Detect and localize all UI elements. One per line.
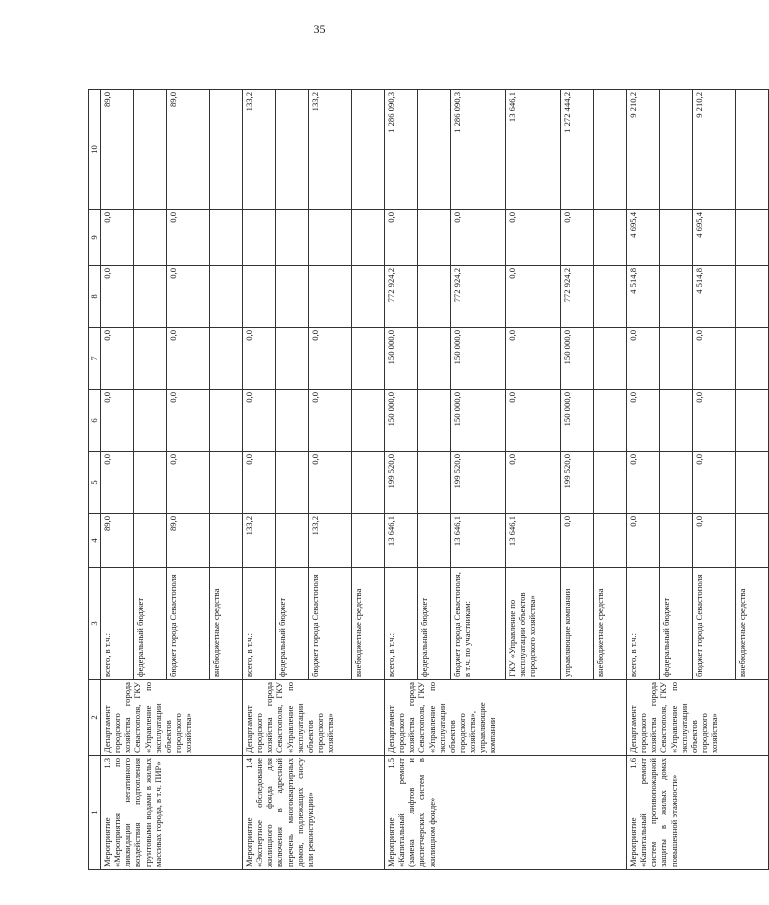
amount-cell xyxy=(134,514,167,568)
amount-cell xyxy=(134,452,167,514)
amount-cell xyxy=(210,90,243,210)
amount-cell: 13 646,1 xyxy=(506,514,561,568)
measure-name-cell: Мероприятие 1.5 «Капитальный ремонт (замена лифтов и диспетчерских систем в жилищном фонде» xyxy=(385,756,627,870)
amount-cell xyxy=(594,210,627,266)
amount-cell xyxy=(352,90,385,210)
amount-cell: 0,0 xyxy=(243,328,276,390)
amount-cell xyxy=(309,266,352,328)
amount-cell: 0,0 xyxy=(309,328,352,390)
amount-cell: 0,0 xyxy=(506,266,561,328)
amount-cell xyxy=(352,390,385,452)
amount-cell: 0,0 xyxy=(101,266,134,328)
amount-cell xyxy=(594,328,627,390)
amount-cell: 0,0 xyxy=(627,514,660,568)
amount-cell xyxy=(660,266,693,328)
amount-cell: 772 924,2 xyxy=(385,266,418,328)
amount-cell xyxy=(352,210,385,266)
amount-cell xyxy=(660,328,693,390)
amount-cell: 0,0 xyxy=(561,210,594,266)
funding-source-cell: федеральный бюджет xyxy=(418,568,451,680)
amount-cell xyxy=(418,514,451,568)
amount-cell: 0,0 xyxy=(693,514,736,568)
amount-cell: 0,0 xyxy=(167,266,210,328)
amount-cell xyxy=(243,210,276,266)
column-number-cell: 9 xyxy=(89,210,101,266)
amount-cell xyxy=(594,514,627,568)
amount-cell: 133,2 xyxy=(309,90,352,210)
amount-cell xyxy=(594,452,627,514)
amount-cell: 89,0 xyxy=(101,90,134,210)
amount-cell: 199 520,0 xyxy=(385,452,418,514)
amount-cell xyxy=(736,210,769,266)
funding-source-cell: бюджет города Севастополя xyxy=(309,568,352,680)
amount-cell: 4 514,8 xyxy=(693,266,736,328)
amount-cell xyxy=(660,514,693,568)
amount-cell xyxy=(276,328,309,390)
amount-cell: 0,0 xyxy=(101,452,134,514)
funding-source-cell: федеральный бюджет xyxy=(134,568,167,680)
funding-source-cell: бюджет города Севастополя, в т.ч. по участникам: xyxy=(451,568,506,680)
table-row xyxy=(385,90,418,870)
column-number-cell: 7 xyxy=(89,328,101,390)
amount-cell: 0,0 xyxy=(627,390,660,452)
measure-name-cell: Мероприятие 1.4 «Экспертное обследование жилищного фонда для включения в адресный перечень многоквартирных домов, подлежащих сносу или реконструкции» xyxy=(243,756,385,870)
amount-cell xyxy=(660,90,693,210)
amount-cell: 1 286 090,3 xyxy=(451,90,506,210)
amount-cell: 0,0 xyxy=(506,210,561,266)
table-row xyxy=(243,90,276,870)
amount-cell: 4 514,8 xyxy=(627,266,660,328)
rotated-table-container xyxy=(88,90,747,870)
column-number-cell: 8 xyxy=(89,266,101,328)
budget-table xyxy=(88,89,769,870)
table-body xyxy=(89,90,769,870)
amount-cell xyxy=(352,266,385,328)
amount-cell xyxy=(276,266,309,328)
amount-cell: 0,0 xyxy=(101,390,134,452)
amount-cell: 0,0 xyxy=(561,514,594,568)
amount-cell: 9 210,2 xyxy=(693,90,736,210)
amount-cell: 150 000,0 xyxy=(451,390,506,452)
amount-cell xyxy=(210,328,243,390)
amount-cell: 0,0 xyxy=(693,452,736,514)
amount-cell: 150 000,0 xyxy=(451,328,506,390)
amount-cell: 0,0 xyxy=(627,452,660,514)
amount-cell xyxy=(309,210,352,266)
executor-cell: Департамент городского хозяйства города Севастополя, ГКУ «Управление по эксплуатации объектов городского хозяйства» xyxy=(101,680,243,756)
funding-source-cell: федеральный бюджет xyxy=(276,568,309,680)
amount-cell xyxy=(352,514,385,568)
amount-cell: 13 646,1 xyxy=(385,514,418,568)
funding-source-cell: всего, в т.ч.: xyxy=(627,568,660,680)
amount-cell xyxy=(594,90,627,210)
funding-source-cell: внебюджетные средства xyxy=(352,568,385,680)
amount-cell: 0,0 xyxy=(385,210,418,266)
column-number-cell: 6 xyxy=(89,390,101,452)
funding-source-cell: всего, в т.ч.: xyxy=(101,568,134,680)
amount-cell xyxy=(243,266,276,328)
amount-cell xyxy=(276,452,309,514)
amount-cell: 13 646,1 xyxy=(506,90,561,210)
column-number-cell: 3 xyxy=(89,568,101,680)
amount-cell xyxy=(210,210,243,266)
amount-cell xyxy=(594,390,627,452)
amount-cell xyxy=(418,90,451,210)
funding-source-cell: бюджет города Севастополя xyxy=(693,568,736,680)
amount-cell: 133,2 xyxy=(243,90,276,210)
amount-cell: 0,0 xyxy=(627,328,660,390)
amount-cell: 150 000,0 xyxy=(561,390,594,452)
amount-cell xyxy=(418,452,451,514)
amount-cell: 0,0 xyxy=(309,390,352,452)
amount-cell xyxy=(736,390,769,452)
amount-cell: 0,0 xyxy=(693,390,736,452)
executor-cell: Департамент городского хозяйства города Севастополя, ГКУ «Управление по эксплуатации объектов городского хозяйства», управляющие компании xyxy=(385,680,627,756)
column-number-cell: 10 xyxy=(89,90,101,210)
amount-cell: 133,2 xyxy=(243,514,276,568)
amount-cell: 0,0 xyxy=(506,328,561,390)
amount-cell: 150 000,0 xyxy=(385,328,418,390)
funding-source-cell: внебюджетные средства xyxy=(594,568,627,680)
amount-cell xyxy=(134,266,167,328)
funding-source-cell: всего, в т.ч.: xyxy=(243,568,276,680)
amount-cell xyxy=(276,210,309,266)
amount-cell xyxy=(736,90,769,210)
amount-cell xyxy=(418,328,451,390)
amount-cell xyxy=(418,266,451,328)
amount-cell xyxy=(276,390,309,452)
amount-cell xyxy=(210,514,243,568)
measure-name-cell: Мероприятие 1.3 «Мероприятия по ликвидации негативного воздействия подтопления грунтовыми водами в жилых массивах города, в т.ч. ПИР» xyxy=(101,756,243,870)
table-row xyxy=(101,90,134,870)
amount-cell: 0,0 xyxy=(101,328,134,390)
funding-source-cell: внебюджетные средства xyxy=(736,568,769,680)
amount-cell: 0,0 xyxy=(451,210,506,266)
amount-cell xyxy=(418,390,451,452)
amount-cell xyxy=(352,452,385,514)
page-number: 35 xyxy=(313,22,326,36)
funding-source-cell: всего, в т.ч.: xyxy=(385,568,418,680)
column-number-row xyxy=(89,90,101,870)
funding-source-cell: внебюджетные средства xyxy=(210,568,243,680)
funding-source-cell: управляющие компании xyxy=(561,568,594,680)
amount-cell: 199 520,0 xyxy=(451,452,506,514)
column-number-cell: 4 xyxy=(89,514,101,568)
amount-cell: 9 210,2 xyxy=(627,90,660,210)
amount-cell: 0,0 xyxy=(506,452,561,514)
amount-cell xyxy=(736,514,769,568)
amount-cell xyxy=(134,328,167,390)
amount-cell: 772 924,2 xyxy=(451,266,506,328)
amount-cell: 89,0 xyxy=(167,90,210,210)
amount-cell xyxy=(594,266,627,328)
amount-cell xyxy=(134,210,167,266)
amount-cell xyxy=(660,210,693,266)
amount-cell: 13 646,1 xyxy=(451,514,506,568)
amount-cell: 0,0 xyxy=(167,452,210,514)
amount-cell xyxy=(134,90,167,210)
amount-cell xyxy=(210,266,243,328)
column-number-cell: 5 xyxy=(89,452,101,514)
amount-cell: 0,0 xyxy=(167,390,210,452)
amount-cell: 0,0 xyxy=(243,390,276,452)
funding-source-cell: федеральный бюджет xyxy=(660,568,693,680)
amount-cell xyxy=(210,390,243,452)
amount-cell: 89,0 xyxy=(101,514,134,568)
amount-cell: 199 520,0 xyxy=(561,452,594,514)
amount-cell: 4 695,4 xyxy=(627,210,660,266)
amount-cell xyxy=(736,328,769,390)
executor-cell: Департамент городского хозяйства города Севастополя, ГКУ «Управление по эксплуатации объектов городского хозяйства» xyxy=(243,680,385,756)
amount-cell xyxy=(660,452,693,514)
amount-cell: 0,0 xyxy=(309,452,352,514)
amount-cell xyxy=(736,266,769,328)
measure-name-cell: Мероприятие 1.6 «Капитальный ремонт систем противопожарной защиты в жилых домах повышенной этажности» xyxy=(627,756,769,870)
amount-cell xyxy=(660,390,693,452)
amount-cell xyxy=(276,514,309,568)
funding-source-cell: ГКУ «Управление по эксплуатации объектов городского хозяйства» xyxy=(506,568,561,680)
amount-cell: 150 000,0 xyxy=(385,390,418,452)
amount-cell: 0,0 xyxy=(243,452,276,514)
amount-cell xyxy=(210,452,243,514)
amount-cell xyxy=(736,452,769,514)
amount-cell xyxy=(418,210,451,266)
column-number-cell: 1 xyxy=(89,756,101,870)
executor-cell: Департамент городского хозяйства города Севастополя, ГКУ «Управление по эксплуатации объектов городского хозяйства» xyxy=(627,680,769,756)
amount-cell: 150 000,0 xyxy=(561,328,594,390)
funding-source-cell: бюджет города Севастополя xyxy=(167,568,210,680)
table-row xyxy=(627,90,660,870)
column-number-cell: 2 xyxy=(89,680,101,756)
amount-cell: 4 695,4 xyxy=(693,210,736,266)
amount-cell: 133,2 xyxy=(309,514,352,568)
amount-cell: 0,0 xyxy=(167,210,210,266)
amount-cell xyxy=(352,328,385,390)
amount-cell: 0,0 xyxy=(506,390,561,452)
amount-cell: 772 924,2 xyxy=(561,266,594,328)
amount-cell: 1 286 090,3 xyxy=(385,90,418,210)
amount-cell: 1 272 444,2 xyxy=(561,90,594,210)
amount-cell: 0,0 xyxy=(693,328,736,390)
amount-cell: 89,0 xyxy=(167,514,210,568)
amount-cell xyxy=(276,90,309,210)
amount-cell xyxy=(134,390,167,452)
amount-cell: 0,0 xyxy=(101,210,134,266)
amount-cell: 0,0 xyxy=(167,328,210,390)
